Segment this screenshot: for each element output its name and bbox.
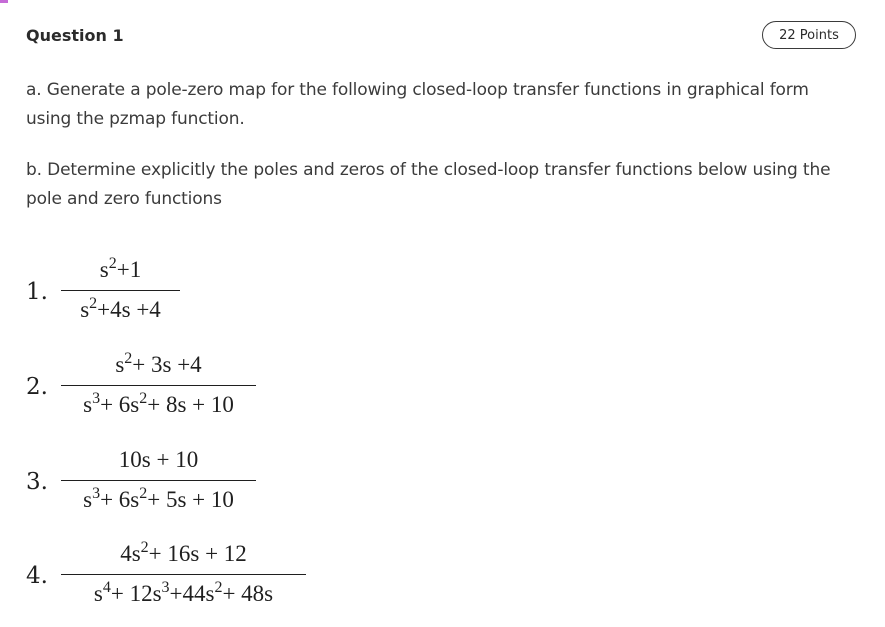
fraction-bar	[61, 385, 256, 386]
question-title: Question 1	[26, 26, 124, 45]
term-base: + 16s + 12	[148, 541, 247, 566]
term-exponent: 3	[92, 390, 101, 407]
term-base: + 6s	[100, 392, 140, 417]
tf-numerator	[61, 539, 306, 569]
term-exponent: 3	[161, 579, 170, 596]
tf-fraction	[61, 539, 306, 609]
term-base: +4s +4	[97, 297, 161, 322]
term-base: + 12s	[110, 581, 162, 606]
term-base: s	[93, 581, 103, 606]
term-base: s	[80, 297, 90, 322]
term-base: s	[83, 392, 93, 417]
term-base: 10s + 10	[118, 447, 199, 472]
term-base: + 5s + 10	[147, 487, 234, 512]
term-exponent: 2	[139, 390, 148, 407]
tf-numerator	[61, 350, 256, 380]
tf-fraction	[61, 350, 256, 420]
term-base: +44s	[169, 581, 215, 606]
term-base: 4s	[120, 541, 141, 566]
tf-denominator	[61, 485, 256, 515]
tf-fraction	[61, 255, 180, 325]
term-base: + 3s +4	[132, 352, 202, 377]
tf-denominator	[61, 579, 306, 609]
tf-fraction	[61, 445, 256, 515]
tf-numerator	[61, 445, 256, 475]
term-exponent: 2	[89, 295, 98, 312]
prompt-part-b: b. Determine explicitly the poles and zeros of the closed-loop transfer functions below using the pole and zero functions	[26, 160, 831, 209]
term-base: + 6s	[100, 487, 140, 512]
term-base: + 48s	[222, 581, 274, 606]
fraction-bar	[61, 290, 180, 291]
term-exponent: 2	[108, 255, 117, 272]
tf-index: 2.	[26, 374, 48, 400]
term-exponent: 2	[124, 350, 133, 367]
term-base: + 8s + 10	[147, 392, 234, 417]
fraction-bar	[61, 480, 256, 481]
term-base: s	[83, 487, 93, 512]
tf-index: 1.	[26, 279, 48, 305]
term-base: s	[115, 352, 125, 377]
tf-numerator	[61, 255, 180, 285]
term-exponent: 2	[214, 579, 223, 596]
term-base: s	[99, 257, 109, 282]
term-base: +1	[116, 257, 142, 282]
prompt-part-a: a. Generate a pole-zero map for the following closed-loop transfer functions in graphical form using the pzmap function.	[26, 80, 809, 129]
tf-index: 4.	[26, 563, 48, 589]
corner-accent	[0, 0, 8, 3]
term-exponent: 2	[140, 539, 149, 556]
fraction-bar	[61, 574, 306, 575]
points-badge: 22 Points	[762, 21, 856, 49]
term-exponent: 2	[139, 485, 148, 502]
tf-denominator	[61, 390, 256, 420]
term-exponent: 4	[102, 579, 111, 596]
term-exponent: 3	[92, 485, 101, 502]
tf-denominator	[61, 295, 180, 325]
tf-index: 3.	[26, 469, 48, 495]
